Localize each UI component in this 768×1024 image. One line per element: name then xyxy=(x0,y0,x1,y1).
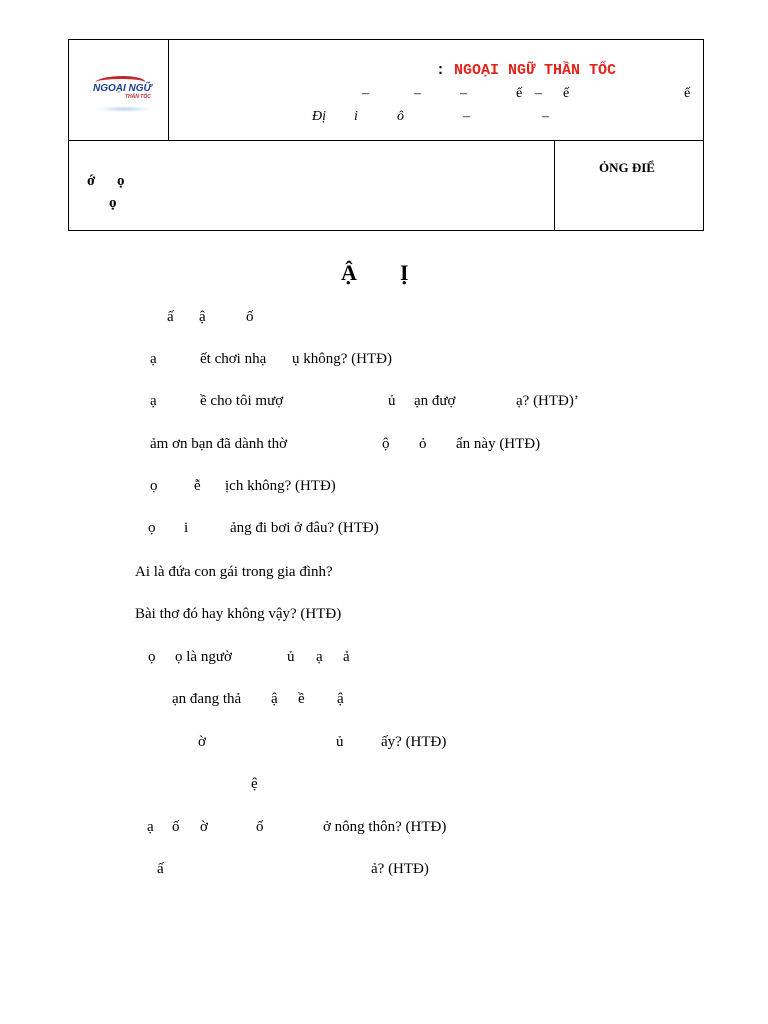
line-fragment: ủ xyxy=(336,734,344,750)
section-title-fragment: Ị xyxy=(400,260,409,285)
section-title-fragment: Ậ xyxy=(341,260,357,285)
line-fragment: ả xyxy=(343,649,350,665)
line-fragment: ọ là ngườ xyxy=(175,649,232,665)
line-fragment: ọ xyxy=(148,649,156,665)
address-fragment: – xyxy=(463,109,470,124)
exercise-line xyxy=(0,691,768,711)
exercise-line xyxy=(0,520,768,540)
address-fragment: – xyxy=(542,109,549,124)
line-fragment: ấ xyxy=(167,309,174,325)
brand-name: NGOẠI NGỮ THẦN TỐC xyxy=(454,62,617,79)
line-fragment: ề xyxy=(298,691,305,707)
subtitle-fragment: ế xyxy=(684,86,691,101)
line-fragment: ờ xyxy=(200,819,208,835)
line-fragment: ề cho tôi mượ xyxy=(200,393,284,409)
line-fragment: ễ xyxy=(194,478,201,494)
student-name-label: ọ xyxy=(117,173,125,189)
line-fragment: ậ xyxy=(271,691,278,707)
section-title xyxy=(0,260,768,290)
line-fragment: ỏ xyxy=(419,436,427,452)
line-fragment: ọ xyxy=(150,478,158,494)
line-fragment: ủ xyxy=(287,649,295,665)
center-address xyxy=(169,109,705,127)
exercise-line xyxy=(0,776,768,796)
line-fragment: ạ xyxy=(147,819,154,835)
line-fragment: ịch không? (HTĐ) xyxy=(225,478,336,494)
exercise-line xyxy=(0,819,768,839)
title-prefix: : xyxy=(436,62,446,79)
header-table xyxy=(68,39,704,231)
logo-shadow xyxy=(97,106,151,112)
exercise-line xyxy=(0,309,768,329)
exercise-line xyxy=(0,734,768,754)
line-fragment: ảng đi bơi ở đâu? (HTĐ) xyxy=(230,520,379,536)
line-fragment: ấ xyxy=(157,861,164,877)
brand-logo xyxy=(93,74,153,114)
line-fragment: ở nông thôn? (HTĐ) xyxy=(323,819,447,835)
center-subtitle xyxy=(169,86,705,104)
line-fragment: ấy? (HTĐ) xyxy=(381,734,447,750)
line-fragment: ố xyxy=(172,819,180,835)
exercise-line xyxy=(0,393,768,413)
score-label: ỎNG ĐIỂ xyxy=(599,160,655,175)
student-name-label: ớ xyxy=(87,173,96,189)
address-fragment: i xyxy=(354,109,358,124)
line-fragment: ố xyxy=(256,819,264,835)
logo-main-text: NGOẠI NGỮ xyxy=(93,83,152,94)
exercise-line xyxy=(0,564,768,584)
line-fragment: ố xyxy=(246,309,254,325)
line-fragment: ạ xyxy=(150,393,157,409)
line-fragment: Bài thơ đó hay không vậy? (HTĐ) xyxy=(135,606,342,622)
exercise-line xyxy=(0,649,768,669)
line-fragment: ạn đang thả xyxy=(172,691,242,707)
line-fragment: ậ xyxy=(199,309,206,325)
logo-cell xyxy=(69,40,169,140)
subtitle-fragment: – xyxy=(362,86,369,101)
center-title xyxy=(436,62,616,79)
line-fragment: ạ? (HTĐ)’ xyxy=(516,393,579,409)
address-fragment: Đị xyxy=(312,109,326,124)
line-fragment: ụ không? (HTĐ) xyxy=(292,351,392,367)
student-class-label: ọ xyxy=(109,195,117,211)
address-fragment: ô xyxy=(397,109,404,124)
line-fragment: Ai là đứa con gái trong gia đình? xyxy=(135,564,333,580)
line-fragment: ảm ơn bạn đã dành thờ xyxy=(150,436,288,452)
line-fragment: ờ xyxy=(198,734,206,750)
exercise-line xyxy=(0,606,768,626)
line-fragment: ẩn này (HTĐ) xyxy=(456,436,541,452)
line-fragment: ả? (HTĐ) xyxy=(371,861,429,877)
student-info-cell xyxy=(69,141,555,230)
subtitle-fragment: – xyxy=(460,86,467,101)
header-bottom-row xyxy=(69,141,703,230)
exercise-line xyxy=(0,436,768,456)
score-cell xyxy=(555,141,705,230)
line-fragment: ủ xyxy=(388,393,396,409)
line-fragment: ạ xyxy=(316,649,323,665)
subtitle-fragment: – xyxy=(535,86,542,101)
line-fragment: ạ xyxy=(150,351,157,367)
line-fragment: ậ xyxy=(337,691,344,707)
line-fragment: ạn đượ xyxy=(414,393,456,409)
subtitle-fragment: ế xyxy=(516,86,523,101)
exercise-line xyxy=(0,861,768,881)
exercise-line xyxy=(0,478,768,498)
subtitle-fragment: ế xyxy=(563,86,570,101)
line-fragment: ết chơi nhạ xyxy=(200,351,267,367)
line-fragment: ọ xyxy=(148,520,156,536)
exercise-line xyxy=(0,351,768,371)
header-top-row xyxy=(69,40,703,141)
logo-sub-text: THẦN TỐC xyxy=(125,94,151,100)
line-fragment: ộ xyxy=(382,436,390,452)
subtitle-fragment: – xyxy=(414,86,421,101)
line-fragment: ệ xyxy=(251,776,258,792)
line-fragment: i xyxy=(184,520,189,536)
